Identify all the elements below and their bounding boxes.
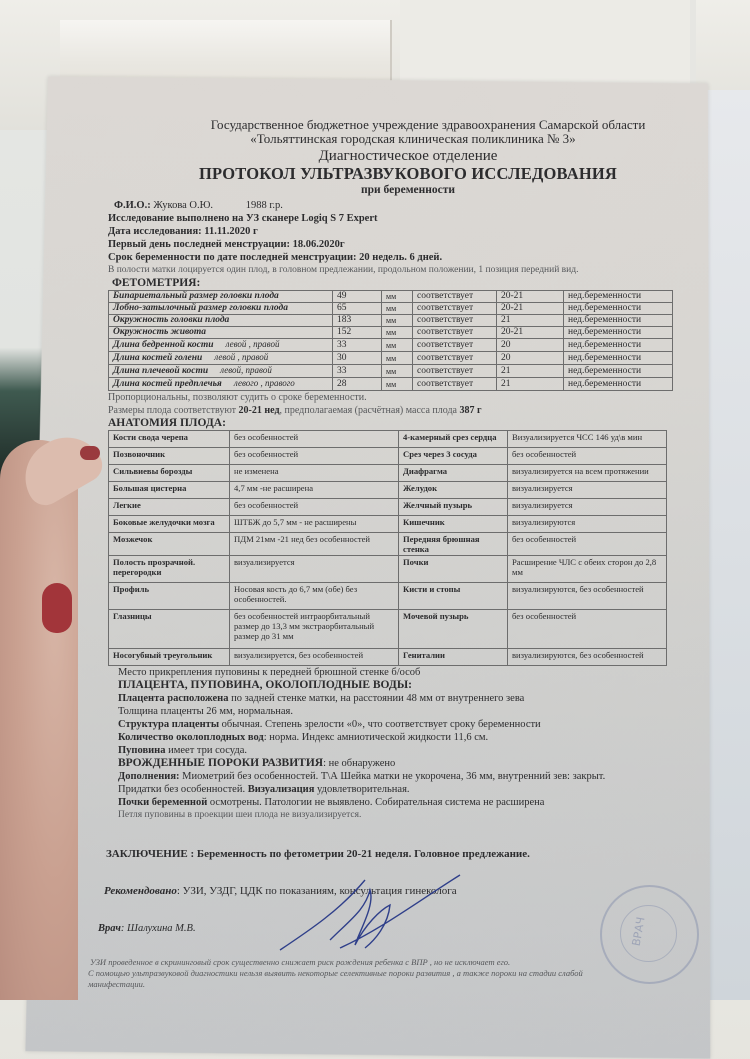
conclusion-text: : Беременность по фетометрии 20-21 неделя. Головное предлежание.: [187, 848, 530, 860]
maternal-kidneys: [118, 796, 708, 809]
anatomy-finding: ШТБЖ до 5,7 мм - не расширены: [230, 516, 399, 533]
defects-value: : не обнаружено: [323, 758, 396, 769]
org-line-2: «Тольяттинская городская клиническая поликлиника № 3»: [250, 131, 576, 146]
fetometry-unit: мм: [382, 365, 413, 378]
anatomy-organ: Гениталии: [399, 649, 508, 666]
doctor-name: : Шалухина М.В.: [120, 923, 196, 934]
anatomy-organ: Легкие: [109, 499, 230, 516]
fetometry-value: 33: [333, 365, 382, 378]
maternal-kidneys-value: осмотрены. Патологии не выявлено. Собирательная система не расширена: [207, 797, 545, 808]
placenta-location-label: Плацента расположена: [118, 693, 229, 704]
anatomy-organ: Кишечник: [399, 516, 508, 533]
anatomy-table: [108, 430, 667, 666]
anatomy-organ: Носогубный треугольник: [109, 649, 230, 666]
exam-date: 11.11.2020 г: [204, 226, 258, 237]
document-subtitle: при беременности: [360, 184, 456, 196]
fetometry-status: соответствует: [413, 339, 497, 352]
fetometry-note: нед.беременности: [564, 327, 673, 339]
anatomy-row: [109, 516, 667, 533]
footer-line-2: С помощью ультразвуковой диагностики нельзя выявить некоторые селективные пороки развития , а также пороки на стадии слабой: [88, 968, 583, 978]
fetometry-note: нед.беременности: [564, 378, 673, 391]
anatomy-organ: Глазницы: [109, 610, 230, 649]
doctor-line: [98, 922, 708, 935]
fetometry-status: соответствует: [413, 303, 497, 315]
sizes-mid: , предполагаемая (расчётная) масса плода: [279, 405, 457, 416]
fetometry-value: 49: [333, 291, 382, 303]
fetometry-weeks: 21: [497, 315, 564, 327]
anatomy-row: [109, 556, 667, 583]
fetometry-parameter: [109, 339, 333, 352]
exam-date-label: Дата исследования:: [108, 226, 202, 237]
fetometry-row: [109, 365, 673, 378]
fetometry-row: [109, 339, 673, 352]
anatomy-finding: без особенностей: [508, 533, 667, 556]
term-value: 20 недель. 6 дней.: [359, 252, 443, 263]
fetometry-weeks: 21: [497, 365, 564, 378]
fetometry-unit: мм: [382, 327, 413, 339]
fetometry-row: [109, 303, 673, 315]
placenta-thickness: Толщина плаценты 26 мм, нормальная.: [118, 706, 293, 717]
recommended-line: [104, 885, 708, 898]
anatomy-finding: визуализируется, без особенностей: [230, 649, 399, 666]
fetometry-note: нед.беременности: [564, 303, 673, 315]
additional-text-2: Придатки без особенностей.: [118, 784, 248, 795]
anatomy-organ: Почки: [399, 556, 508, 583]
additional-line-2: [118, 783, 708, 796]
fetometry-unit: мм: [382, 378, 413, 391]
fetometry-parameter: [109, 378, 333, 391]
amniotic-fluid-value: : норма. Индекс амниотической жидкости 11,6 см.: [263, 732, 489, 743]
placenta-structure-value: обычная. Степень зрелости «0», что соответствует сроку беременности: [219, 719, 541, 730]
anatomy-finding: визуализируется: [508, 499, 667, 516]
anatomy-finding: без особенностей: [508, 610, 667, 649]
anatomy-finding: Расширение ЧЛС с обеих сторон до 2,8 мм: [508, 556, 667, 583]
fetometry-row: [109, 327, 673, 339]
anatomy-organ: Боковые желудочки мозга: [109, 516, 230, 533]
lmp-date: 18.06.2020г: [292, 239, 345, 250]
placenta-structure: [118, 718, 708, 731]
recommended-label: Рекомендовано: [104, 885, 177, 897]
anatomy-finding: без особенностей: [230, 448, 399, 465]
fetometry-note: нед.беременности: [564, 291, 673, 303]
background-window-frame: [400, 0, 696, 89]
fetometry-value: 152: [333, 327, 382, 339]
anatomy-organ: Диафрагма: [399, 465, 508, 482]
anatomy-finding: ПДМ 21мм -21 нед без особенностей: [230, 533, 399, 556]
defects-line: [118, 757, 708, 770]
anatomy-finding: без особенностей: [230, 431, 399, 448]
anatomy-finding: визуализируется: [230, 556, 399, 583]
fetometry-parameter: [109, 365, 333, 378]
anatomy-finding: визуализируются, без особенностей: [508, 583, 667, 610]
proportional-note: Пропорциональны, позволяют судить о сроке беременности.: [108, 392, 367, 403]
anatomy-finding: визуализируются, без особенностей: [508, 649, 667, 666]
fetometry-side: левой , правой: [214, 352, 269, 362]
anatomy-finding: без особенностей интраорбитальный размер до 13,3 мм экстраорбитальный размер до 31 мм: [230, 610, 399, 649]
ultrasound-protocol-document: [88, 117, 708, 990]
fetometry-parameter: [109, 291, 333, 303]
anatomy-organ: Желчный пузырь: [399, 499, 508, 516]
anatomy-organ: Полость прозрачной. перегородки: [109, 556, 230, 583]
placenta-heading: ПЛАЦЕНТА, ПУПОВИНА, ОКОЛОПЛОДНЫЕ ВОДЫ:: [118, 679, 412, 691]
fetometry-status: соответствует: [413, 365, 497, 378]
maternal-kidneys-label: Почки беременной: [118, 797, 208, 808]
patient-name: Жукова О.Ю.: [153, 200, 214, 211]
conclusion-line: [106, 848, 708, 861]
anatomy-organ: Кисти и стопы: [399, 583, 508, 610]
position-note: В полости матки лоцируется один плод, в головном предлежании, продольном положении, 1 позиция передний вид.: [108, 265, 579, 275]
sizes-weeks: 20-21 нед: [238, 405, 280, 416]
fetometry-parameter-name: Окружность живота: [113, 327, 207, 337]
footer-line-3: манифестации.: [88, 979, 145, 989]
defects-label: ВРОЖДЕННЫЕ ПОРОКИ РАЗВИТИЯ: [118, 757, 324, 769]
fetometry-status: соответствует: [413, 291, 497, 303]
amniotic-fluid: [118, 731, 708, 744]
fetometry-side: левой, правой: [220, 365, 272, 375]
fetometry-weeks: 20-21: [497, 327, 564, 339]
anatomy-finding: визуализируются: [508, 516, 667, 533]
anatomy-organ: Профиль: [109, 583, 230, 610]
fetometry-value: 183: [333, 315, 382, 327]
placenta-structure-label: Структура плаценты: [118, 719, 220, 730]
umbilical-cord: [118, 744, 708, 757]
fetometry-parameter-name: Бипариетальный размер головки плода: [113, 291, 279, 301]
fetometry-status: соответствует: [413, 315, 497, 327]
fetometry-parameter-name: Лобно-затылочный размер головки плода: [113, 303, 288, 313]
anatomy-finding: Визуализируется ЧСС 146 уд\в мин: [508, 431, 667, 448]
fetometry-unit: мм: [382, 352, 413, 365]
fetometry-parameter: [109, 352, 333, 365]
anatomy-organ: Большая цистерна: [109, 482, 230, 499]
anatomy-row: [109, 583, 667, 610]
exam-date-line: [108, 225, 708, 238]
additional-line-1: [118, 770, 708, 783]
conclusion-label: ЗАКЛЮЧЕНИЕ: [106, 848, 188, 860]
fetometry-parameter-name: Длина костей предплечья: [113, 379, 222, 389]
visualization-label: Визуализация: [247, 784, 315, 795]
sizes-line: [108, 404, 708, 417]
recommended-text: : УЗИ, УЗДГ, ЦДК по показаниям, консультация гинеколога: [176, 885, 457, 897]
umbilical-cord-value: имеет три сосуда.: [165, 745, 248, 756]
fetometry-note: нед.беременности: [564, 315, 673, 327]
anatomy-organ: Мозжечок: [109, 533, 230, 556]
fetometry-parameter-name: Длина бедренной кости: [113, 340, 214, 350]
cord-loop-note: Петля пуповины в проекции шеи плода не визуализируется.: [118, 810, 362, 820]
fetometry-note: нед.беременности: [564, 365, 673, 378]
fetometry-weeks: 20-21: [497, 291, 564, 303]
anatomy-row: [109, 610, 667, 649]
fetometry-weeks: 20: [497, 339, 564, 352]
anatomy-organ: Желудок: [399, 482, 508, 499]
doctor-label: Врач: [98, 923, 121, 934]
anatomy-finding: Носовая кость до 6,7 мм (обе) без особенностей.: [230, 583, 399, 610]
anatomy-organ: Мочевой пузырь: [399, 610, 508, 649]
placenta-location: [118, 692, 708, 705]
patient-line: [114, 199, 708, 212]
cord-attachment: Место прикрепления пуповины к передней брюшной стенке б/особ: [118, 667, 421, 678]
anatomy-row: [109, 649, 667, 666]
anatomy-finding: без особенностей: [230, 499, 399, 516]
fetometry-value: 33: [333, 339, 382, 352]
anatomy-row: [109, 533, 667, 556]
thumb-nail: [42, 583, 72, 633]
fetometry-note: нед.беременности: [564, 339, 673, 352]
footer-line-1: УЗИ проведенное в скрининговый срок существенно снижает риск рождения ребенка с ВПР , но не исключает его.: [90, 957, 511, 967]
scanner-line: Исследование выполнено на УЗ сканере Logiq S 7 Expert: [108, 213, 378, 224]
anatomy-organ: Позвоночник: [109, 448, 230, 465]
anatomy-row: [109, 465, 667, 482]
fetometry-unit: мм: [382, 339, 413, 352]
fetometry-parameter-name: Длина костей голени: [113, 353, 203, 363]
additional-text-1: Миометрий без особенностей. Т\А Шейка матки не укорочена, 36 мм, внутренний зев: закрыт.: [179, 771, 606, 782]
document-title: ПРОТОКОЛ УЛЬТРАЗВУКОВОГО ИССЛЕДОВАНИЯ: [199, 164, 617, 183]
anatomy-row: [109, 499, 667, 516]
fetometry-row: [109, 378, 673, 391]
anatomy-heading: АНАТОМИЯ ПЛОДА:: [108, 417, 226, 429]
fetometry-table: [108, 290, 673, 391]
anatomy-row: [109, 482, 667, 499]
org-line-1: Государственное бюджетное учреждение здравоохранения Самарской области: [210, 117, 646, 132]
fetometry-value: 28: [333, 378, 382, 391]
fetometry-value: 65: [333, 303, 382, 315]
fetometry-side: левого , правого: [233, 378, 295, 388]
department: Диагностическое отделение: [318, 148, 498, 164]
term-line: [108, 251, 708, 264]
anatomy-organ: Передняя брюшная стенка: [399, 533, 508, 556]
fetometry-weeks: 20: [497, 352, 564, 365]
stamp-text: ВРАЧ: [629, 915, 648, 948]
anatomy-organ: Срез через 3 сосуда: [399, 448, 508, 465]
anatomy-organ: Сильвиевы борозды: [109, 465, 230, 482]
lmp-label: Первый день последней менструации:: [108, 239, 290, 250]
fetometry-row: [109, 315, 673, 327]
fetometry-side: левой , правой: [225, 339, 280, 349]
birth-year: 1988 г.р.: [245, 200, 283, 211]
fio-label: Ф.И.О.:: [114, 200, 151, 211]
fetometry-weeks: 21: [497, 378, 564, 391]
amniotic-fluid-label: Количество околоплодных вод: [118, 732, 264, 743]
fetometry-parameter: [109, 315, 333, 327]
fetometry-status: соответствует: [413, 378, 497, 391]
sizes-prefix: Размеры плода соответствуют: [108, 405, 237, 416]
fetometry-row: [109, 352, 673, 365]
fetal-mass: 387 г: [459, 405, 482, 416]
additional-label: Дополнения:: [118, 771, 180, 782]
fetometry-status: соответствует: [413, 327, 497, 339]
hand-holding-paper: [0, 440, 78, 1000]
anatomy-row: [109, 448, 667, 465]
anatomy-finding: не изменена: [230, 465, 399, 482]
fetometry-parameter: [109, 327, 333, 339]
anatomy-finding: 4,7 мм -не расширена: [230, 482, 399, 499]
lmp-line: [108, 238, 708, 251]
fetometry-unit: мм: [382, 303, 413, 315]
visualization-value: удовлетворительная.: [314, 784, 410, 795]
umbilical-cord-label: Пуповина: [118, 745, 166, 756]
fetometry-parameter: [109, 303, 333, 315]
fetometry-parameter-name: Окружность головки плода: [113, 315, 230, 325]
term-label: Срок беременности по дате последней менструации:: [108, 252, 357, 263]
fetometry-note: нед.беременности: [564, 352, 673, 365]
placenta-location-value: по задней стенке матки, на расстоянии 48 мм от внутреннего зева: [228, 693, 525, 704]
fetometry-unit: мм: [382, 315, 413, 327]
anatomy-finding: визуализируется: [508, 482, 667, 499]
anatomy-organ: Кости свода черепа: [109, 431, 230, 448]
fetometry-weeks: 20-21: [497, 303, 564, 315]
fetometry-value: 30: [333, 352, 382, 365]
fetometry-heading: ФЕТОМЕТРИЯ:: [112, 277, 201, 289]
anatomy-row: [109, 431, 667, 448]
fetometry-status: соответствует: [413, 352, 497, 365]
fetometry-row: [109, 291, 673, 303]
anatomy-finding: визуализируется на всем протяжении: [508, 465, 667, 482]
anatomy-finding: без особенностей: [508, 448, 667, 465]
anatomy-organ: 4-камерный срез сердца: [399, 431, 508, 448]
index-fingernail: [80, 446, 100, 460]
fetometry-parameter-name: Длина плечевой кости: [113, 366, 209, 376]
fetometry-unit: мм: [382, 291, 413, 303]
